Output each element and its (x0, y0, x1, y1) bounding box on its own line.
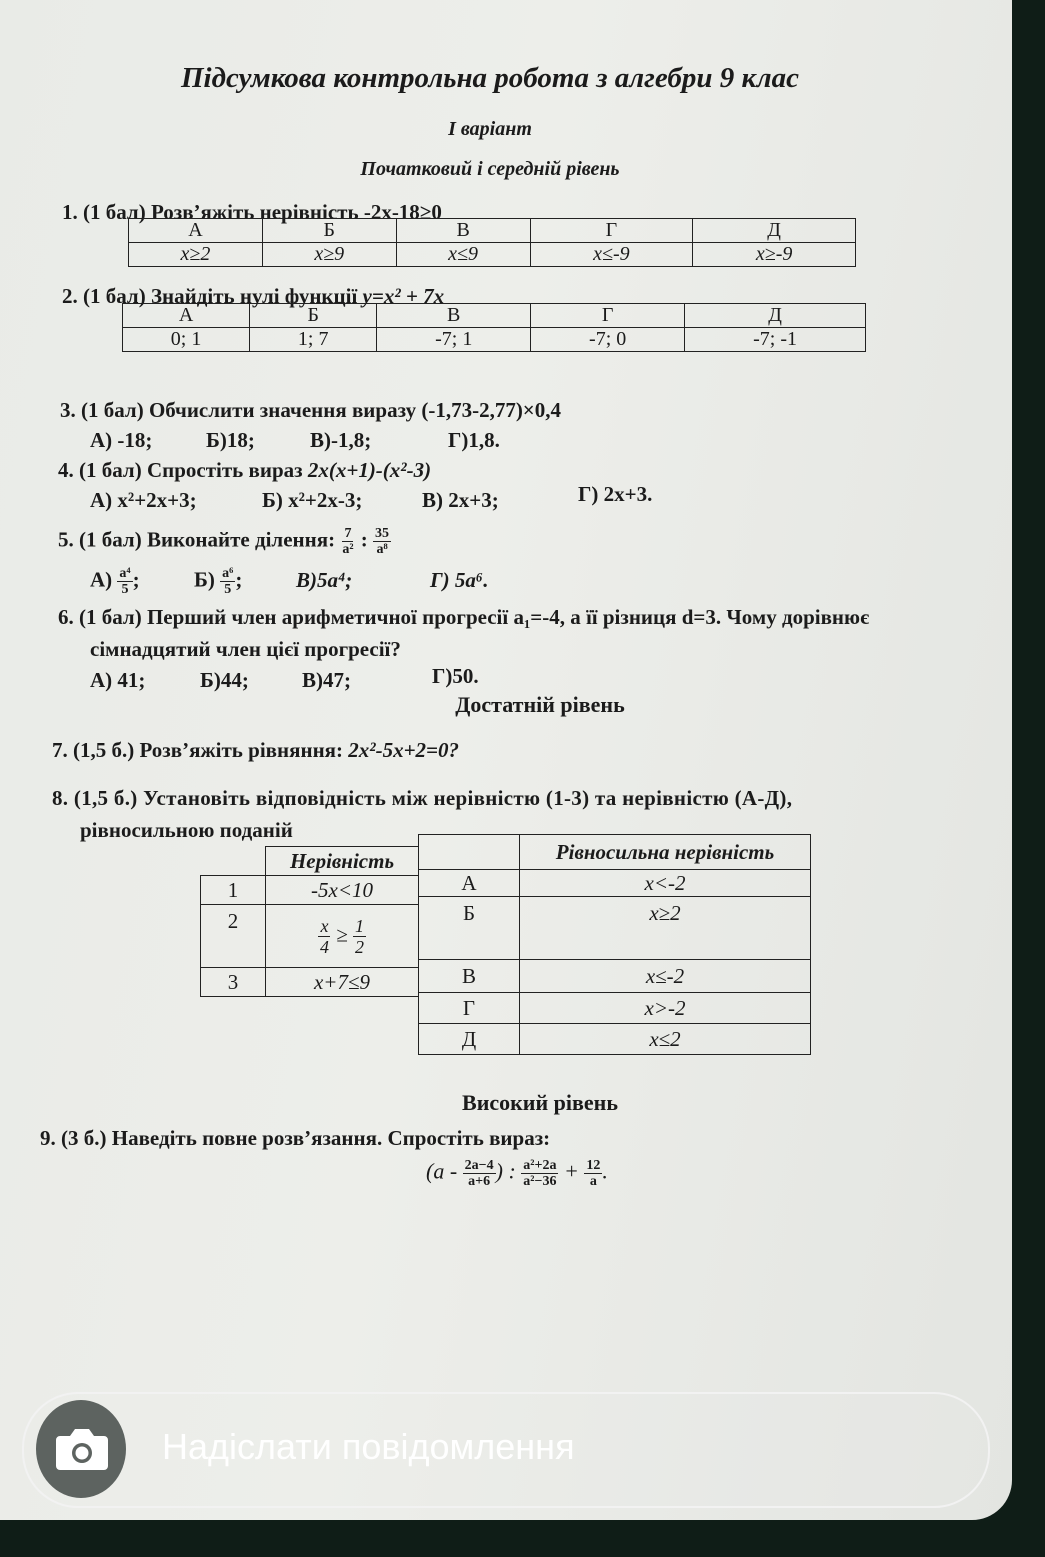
q5-division-sign: : (360, 527, 368, 552)
q1-value-d: x≤-9 (530, 243, 693, 267)
q5-option-b-fraction: $\frac{\text{a⁶}}{5}$ (222, 566, 234, 597)
q2-head-d: Г (531, 304, 685, 328)
q5-fraction-2: $\frac{35}{\text{a⁸}}$ (375, 526, 390, 557)
q1-head-b: Б (262, 219, 396, 243)
q8-left-header: Нерівність (266, 847, 419, 876)
question-8-line-2: рівносильною поданій (80, 818, 293, 842)
q5-option-a-fraction: $\frac{\text{a⁴}}{5}$ (119, 566, 131, 597)
q1-head-d: Г (530, 219, 693, 243)
question-9: 9. (3 б.) Наведіть повне розв’язання. Спростіть вираз: (40, 1126, 551, 1150)
q9-fraction-1: $\frac{2a-4}{a+6}$ (464, 1158, 494, 1189)
q1-answer-table (128, 218, 856, 267)
q1-value-a: x≥2 (129, 243, 263, 267)
q8-left-num-1: 1 (201, 876, 266, 905)
table-row (419, 897, 811, 960)
q9-fraction-3: $\frac{12}{a}$ (586, 1158, 601, 1189)
table-row (419, 1024, 811, 1055)
q2-head-a: А (123, 304, 250, 328)
q3-option-c: В)-1,8; (310, 428, 372, 452)
q4-text: 4. (1 бал) Спростіть вираз (58, 458, 308, 482)
q8-right-letter-d: Г (419, 993, 520, 1024)
q8-right-expr-c: x≤-2 (520, 960, 811, 993)
camera-button[interactable] (36, 1400, 126, 1498)
question-3: 3. (1 бал) Обчислити значення виразу (-1,73-2,77)×0,4 (60, 398, 562, 422)
table-row (201, 905, 419, 968)
q1-head-c: В (396, 219, 530, 243)
q8-right-letter-a: А (419, 870, 520, 897)
q6-option-c: В)47; (302, 668, 351, 692)
q8-right-letter-b: Б (419, 897, 520, 960)
q5-option-c: В)5a⁴; (296, 568, 353, 592)
q3-option-b: Б)18; (206, 428, 255, 452)
question-7 (52, 738, 459, 763)
q1-head-a: А (129, 219, 263, 243)
q4-option-d: Г) 2x+3. (578, 482, 653, 506)
q8-right-expr-e: x≤2 (520, 1024, 811, 1055)
table-row (419, 960, 811, 993)
q8-left-table (200, 846, 419, 997)
q9-fraction-2: $\frac{\text{a²+2a}}{\text{a²−36}}$ (523, 1158, 557, 1189)
q8-left-expr-3: x+7≤9 (266, 968, 419, 997)
q2-head-b: Б (250, 304, 377, 328)
q2-head-c: В (377, 304, 531, 328)
q1-value-e: x≥-9 (693, 243, 856, 267)
q4-option-c: В) 2x+3; (422, 488, 499, 512)
q9-expression: (a - $\frac{2a-4}{a+6}$ ) : $\frac{\text{a²+2a}}{\text{a²−36}}$ + $\frac{12}{a}$ . (426, 1158, 608, 1189)
table-row (419, 993, 811, 1024)
q2-value-c: -7; 1 (377, 328, 531, 352)
q8-left-expr-2: $\frac{x}{4}$ ≥ $\frac{1}{2}$ (266, 905, 419, 968)
q2-value-e: -7; -1 (685, 328, 866, 352)
q8-left-num-3: 3 (201, 968, 266, 997)
page-title: Підсумкова контрольна робота з алгебри 9 клас (181, 62, 799, 94)
table-row (419, 835, 811, 870)
q8-right-letter-c: В (419, 960, 520, 993)
q8-right-expr-d: x>-2 (520, 993, 811, 1024)
q8-fraction-1-over-2: $\frac{1}{2}$ (355, 915, 365, 957)
q8-right-expr-a: x<-2 (520, 870, 811, 897)
q1-value-b: x≥9 (262, 243, 396, 267)
q5-fraction-1: $\frac{7}{\text{a²}}$ (342, 526, 354, 557)
message-placeholder: Надіслати повідомлення (162, 1426, 575, 1467)
q8-right-table (418, 834, 811, 1055)
q8-left-num-2: 2 (201, 905, 266, 968)
q2-text: 2. (1 бал) Знайдіть нулі функції (62, 284, 363, 308)
q3-option-d: Г)1,8. (448, 428, 500, 452)
q8-left-expr-1: -5x<10 (266, 876, 419, 905)
q2-formula: y=x² + 7x (362, 284, 445, 308)
question-6-line-2: сімнадцятий член цієї прогресії? (90, 637, 401, 661)
question-4 (58, 458, 431, 483)
q5-option-d: Г) 5a⁶. (430, 568, 489, 592)
table-row (201, 876, 419, 905)
q7-text: 7. (1,5 б.) Розв’яжіть рівняння: (52, 738, 349, 762)
q6-option-d: Г)50. (432, 664, 479, 688)
q1-value-c: x≤9 (396, 243, 530, 267)
q4-expression: 2x(x+1)-(x²-3) (307, 458, 432, 482)
table-row (129, 243, 856, 267)
variant-label: І варіант (448, 118, 532, 140)
table-row (129, 219, 856, 243)
table-row (201, 847, 419, 876)
q2-value-b: 1; 7 (250, 328, 377, 352)
q2-value-d: -7; 0 (531, 328, 685, 352)
question-1: 1. (1 бал) Розв’яжіть нерівність -2х-18≥0 (62, 200, 442, 224)
q4-option-a: А) x²+2x+3; (90, 488, 197, 512)
q5-option-a: А) $\frac{\text{a⁴}}{5}$ ; (90, 566, 140, 597)
q2-head-e: Д (685, 304, 866, 328)
q8-right-expr-b: x≥2 (520, 897, 811, 960)
question-6-line-1: 6. (1 бал) Перший член арифметичної прогресії a₁=-4, а її різниця d=3. Чому дорівнює (58, 605, 870, 629)
q1-head-e: Д (693, 219, 856, 243)
table-row (123, 328, 866, 352)
q6-option-a: А) 41; (90, 668, 146, 692)
question-5 (58, 526, 391, 557)
q5-option-b: Б) $\frac{\text{a⁶}}{5}$ ; (194, 566, 243, 597)
q5-text: 5. (1 бал) Виконайте ділення: (58, 527, 336, 552)
level-heading-high: Високий рівень (462, 1090, 618, 1115)
level-heading-sufficient: Достатній рівень (455, 692, 625, 717)
camera-icon (36, 1400, 126, 1498)
q6-option-b: Б)44; (200, 668, 249, 692)
q8-fraction-x-over-4: $\frac{x}{4}$ (319, 915, 329, 957)
table-row (201, 968, 419, 997)
q2-value-a: 0; 1 (123, 328, 250, 352)
q8-right-letter-e: Д (419, 1024, 520, 1055)
level-heading-basic: Початковий і середній рівень (360, 158, 620, 180)
table-row (419, 870, 811, 897)
q2-answer-table (122, 303, 866, 352)
q7-equation: 2x²-5x+2=0? (348, 738, 460, 762)
table-row (123, 304, 866, 328)
q3-option-a: А) -18; (90, 428, 153, 452)
q8-right-header: Рівносильна нерівність (520, 835, 811, 870)
q4-option-b: Б) x²+2x-3; (262, 488, 363, 512)
question-8-line-1: 8. (1,5 б.) Установіть відповідність між нерівністю (1-3) та нерівністю (А-Д), (52, 786, 793, 810)
